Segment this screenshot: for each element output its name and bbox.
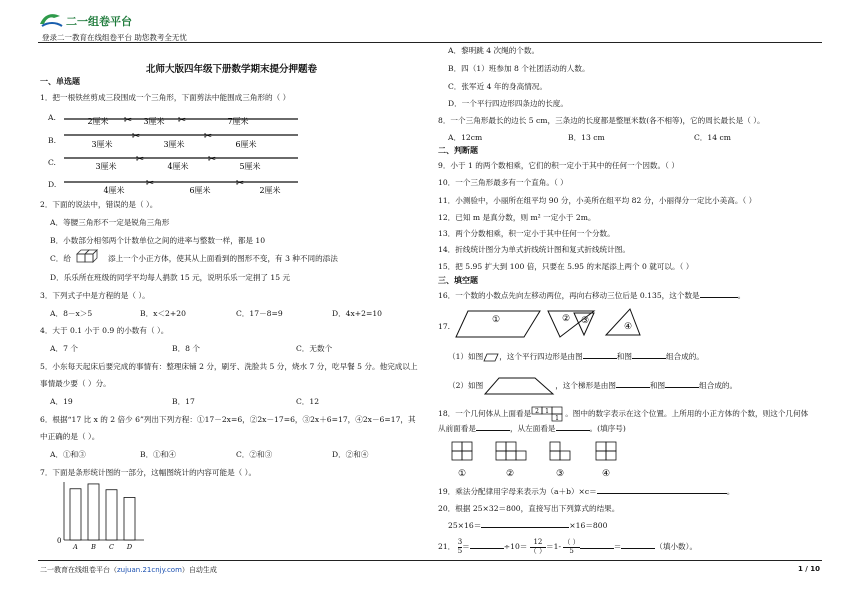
numerator: （ ） xyxy=(563,538,580,546)
answer-blank[interactable] xyxy=(597,493,727,494)
question-text-main: 16．一个数的小数点先向左移动两位，再向右移动三位后是 0.135，这个数是 xyxy=(438,291,700,300)
q18-text4: ，从左面看是 xyxy=(509,424,556,433)
shape-figures xyxy=(454,305,644,345)
grid-number: 1 xyxy=(545,408,550,415)
question-text xyxy=(438,406,808,422)
category-label: B xyxy=(91,543,96,551)
question-text: 7．下面是条形统计图的一部分，这幅图统计的内容可能是（ ）。 xyxy=(40,468,257,477)
chart-bar xyxy=(124,497,135,540)
q18-text3: 从前面看是 xyxy=(438,424,476,433)
view-option-2 xyxy=(496,442,526,479)
option-text: C．14 cm xyxy=(694,133,731,142)
page-number: 1 / 10 xyxy=(797,565,820,573)
rope-C xyxy=(64,154,298,171)
q21-eq2: ＝1- xyxy=(546,542,562,552)
scissors-icon: ✂ xyxy=(207,154,217,165)
option-text: C．给 xyxy=(50,254,71,263)
option-text: B．8 个 xyxy=(172,344,201,353)
question-text xyxy=(448,377,737,395)
grid-number: 1 xyxy=(555,415,560,422)
option-text: A．①和③ xyxy=(50,450,86,459)
fraction xyxy=(530,539,546,555)
question-text: 14．折线统计图分为单式折线统计图和复式折线统计图。 xyxy=(438,245,630,254)
option-text: D．②和④ xyxy=(332,450,369,459)
q21-eq3: ＝ xyxy=(613,542,622,552)
option-text: B．四（1）班参加 8 个社团活动的人数。 xyxy=(448,64,590,73)
q21-eq: ＝ xyxy=(462,542,470,552)
scissors-icon: ✂ xyxy=(123,115,133,126)
question-text xyxy=(438,424,626,433)
question-text: 8．一个三角形最长的边长 5 cm，三条边的长度都是整厘米数(各不相等)，它的周长最长是（ ）。 xyxy=(438,116,765,125)
q17-part2-text3: 和图 xyxy=(649,381,666,390)
answer-blank[interactable] xyxy=(621,548,655,549)
q21-tail: （填小数）。 xyxy=(655,542,698,552)
q21-div: ÷10＝ xyxy=(503,542,528,552)
category-label: A xyxy=(73,543,78,551)
view-label: ④ xyxy=(601,469,611,479)
fraction xyxy=(563,539,579,555)
trapezoid-icon xyxy=(483,377,555,395)
q21-text: 21． xyxy=(438,542,456,552)
option-text: D．4x+2=10 xyxy=(332,309,383,318)
option-text: B．x＜2+20 xyxy=(140,309,186,318)
parallelogram-icon xyxy=(483,353,499,362)
option-text: B．17 xyxy=(172,397,195,406)
view-option-4 xyxy=(596,442,616,479)
bar-chart xyxy=(50,478,160,552)
view-label: ② xyxy=(505,469,515,479)
question-text: 5．小东每天起床后要完成的事情有：整理床铺 2 分，刷牙、洗脸共 5 分，烧水 7 分，吃早餐 5 分。他完成以上 xyxy=(40,362,418,371)
section-heading: 一、单选题 xyxy=(40,77,80,86)
question-text: 6．根据“17 比 x 的 2 倍少 6”列出下列方程：①17－2x=6，②2x－17=6，③2x＋6=17，④2x－6=17，其 xyxy=(40,415,416,424)
question-text: 事情最少要（ ）分。 xyxy=(40,379,111,388)
rope-label: 5厘米 xyxy=(239,162,261,171)
q17-part1-text3: 和图 xyxy=(616,352,632,361)
option-text: B．小数部分相邻两个计数单位之间的进率与整数一样，都是 10 xyxy=(50,236,266,245)
shape-label: ④ xyxy=(623,322,633,332)
header-tagline: 登录二一教育在线组卷平台 助您教考全无忧 xyxy=(42,33,187,42)
question-text: 16．一个数的小数点先向左移动两位，再向右移动三位后是 0.135，这个数是 。 xyxy=(438,291,746,300)
option-label: D. xyxy=(48,180,57,189)
scissors-icon: ✂ xyxy=(203,131,213,142)
scissors-icon: ✂ xyxy=(135,154,145,165)
question-text: 10．一个三角形最多有一个直角。（ ） xyxy=(438,178,568,187)
rope-label: 4厘米 xyxy=(103,186,125,195)
footer-divider xyxy=(38,560,822,561)
q18-text5: 。(填序号) xyxy=(589,424,626,433)
q20-text: 25×16＝ xyxy=(448,521,482,530)
scissors-icon: ✂ xyxy=(145,178,155,189)
question-text: 20．根据 25×32＝800，直接写出下列算式的结果。 xyxy=(438,504,620,513)
question-text: 19．乘法分配律用字母来表示为（a＋b）×c＝ 。 xyxy=(438,487,735,496)
q20-text2: ×16＝800 xyxy=(569,521,608,530)
option-label: A. xyxy=(48,113,56,122)
footer-link[interactable]: zujuan.21cnjy.com xyxy=(117,566,182,574)
denominator: （ ） xyxy=(529,546,547,555)
rope-D xyxy=(64,178,298,195)
denominator: 5 xyxy=(569,546,574,555)
chart-bar xyxy=(88,484,99,540)
view-option-1 xyxy=(452,442,472,479)
rope-B xyxy=(64,131,298,149)
answer-blank[interactable] xyxy=(632,358,666,359)
scissors-icon: ✂ xyxy=(177,115,187,126)
section-heading: 三、填空题 xyxy=(438,276,478,285)
option-text: A．黎明跳 4 次绳的个数。 xyxy=(448,46,540,55)
rope-label: 4厘米 xyxy=(167,162,189,171)
answer-blank[interactable] xyxy=(481,527,569,528)
rope-label: 3厘米 xyxy=(163,140,185,149)
option-text: A．8－x＞5 xyxy=(50,309,93,318)
answer-blank[interactable] xyxy=(700,297,738,298)
question-text: 1．把一根铁丝剪成三段围成一个三角形，下面剪法中能围成三角形的（ ） xyxy=(40,93,291,102)
view-label: ① xyxy=(457,469,467,479)
option-label: C. xyxy=(48,158,56,167)
page-title: 北师大版四年级下册数学期末提分押题卷 xyxy=(146,64,318,75)
answer-blank[interactable] xyxy=(583,358,617,359)
cube-figure xyxy=(76,248,102,266)
footer-text xyxy=(40,565,217,575)
rope-label: 2厘米 xyxy=(87,117,109,126)
q17-part1-text2: ，这个平行四边形是由图 xyxy=(499,352,583,361)
option-text: C．无数个 xyxy=(296,344,333,353)
question-text xyxy=(448,352,704,362)
option-text: C．②和③ xyxy=(236,450,273,459)
question-text: 9．小于 1 的两个数相乘，它们的积一定小于其中的任何一个因数。（ ） xyxy=(438,161,679,170)
rope-figures xyxy=(62,108,302,198)
q18-text2: 。图中的数字表示在这个位置。上所用的小正方体的个数，则这个几何体 xyxy=(565,409,809,418)
option-text: D．一个平行四边形四条边的长度。 xyxy=(448,99,568,108)
question-number: 17. xyxy=(438,322,451,331)
q17-part2-text4: 组合成的。 xyxy=(699,381,738,390)
section-heading: 二、判断题 xyxy=(438,146,478,155)
q17-part2-text: （2）如图 xyxy=(448,381,484,390)
origin-label: 0 xyxy=(57,537,62,545)
view-label: ③ xyxy=(555,469,565,479)
answer-blank[interactable] xyxy=(470,548,504,549)
top-view-grid xyxy=(531,406,565,422)
category-label: C xyxy=(109,543,114,551)
q19-text: 19．乘法分配律用字母来表示为（a＋b）×c＝ xyxy=(438,487,597,496)
option-text: B．13 cm xyxy=(568,133,605,142)
option-label: B. xyxy=(48,136,56,145)
question-text: 12．已知 m 是真分数，则 m² 一定小于 2m。 xyxy=(438,213,596,222)
grid-number: 2 xyxy=(535,408,540,415)
denominator: 5 xyxy=(457,546,463,555)
rope-label: 7厘米 xyxy=(227,117,249,126)
shape-label: ③ xyxy=(580,316,590,326)
scissors-icon: ✂ xyxy=(235,178,245,189)
q17-part2-text2: ，这个梯形是由图 xyxy=(555,381,616,390)
option-text: C．12 xyxy=(296,397,320,406)
rope-label: 6厘米 xyxy=(235,140,257,149)
q17-part1-text: （1）如图 xyxy=(448,352,484,361)
rope-label: 3厘米 xyxy=(143,117,165,126)
question-text: 11．小测验中，小丽所在组平均 90 分，小美所在组平均 82 分，小丽得分一定比小美高。（ ） xyxy=(438,196,757,205)
chart-bar xyxy=(70,489,81,540)
q17-part1-text4: 组合成的。 xyxy=(665,352,704,361)
answer-blank[interactable] xyxy=(580,548,614,549)
logo-text: 二一组卷平台 xyxy=(66,15,132,28)
footer-post: ）自动生成 xyxy=(181,566,217,574)
shape-label: ① xyxy=(491,315,501,325)
q18-text: 18．一个几何体从上面看是 xyxy=(438,409,532,418)
question-text: 13．两个分数相乘，积一定小于其中任何一个分数。 xyxy=(438,229,615,238)
footer-pre: 二一教育在线组卷平台（ xyxy=(40,566,117,574)
answer-blank[interactable] xyxy=(616,387,650,388)
numerator: 12 xyxy=(530,539,546,548)
question-text: 4．大于 0.1 小于 0.9 的小数有（ ）。 xyxy=(40,326,169,335)
rope-A xyxy=(64,115,298,126)
rope-label: 2厘米 xyxy=(259,186,281,195)
scissors-icon: ✂ xyxy=(131,131,141,142)
option-text: B．①和④ xyxy=(140,450,176,459)
numerator: 3 xyxy=(457,538,463,546)
option-text: A．7 个 xyxy=(50,344,78,353)
view-options xyxy=(450,440,620,482)
option-text: C．17－8=9 xyxy=(236,309,283,318)
option-text: A．等腰三角形不一定是锐角三角形 xyxy=(50,218,170,227)
answer-blank[interactable] xyxy=(556,430,590,431)
question-text: 中正确的是（ ）。 xyxy=(40,432,100,441)
header-divider xyxy=(38,42,822,43)
answer-blank[interactable] xyxy=(476,430,510,431)
rope-label: 3厘米 xyxy=(95,162,117,171)
option-text: 添上一个小正方体，使其从上面看到的图形不变，有 3 种不同的添法 xyxy=(108,254,338,263)
question-text: 3．下列式子中是方程的是（ ）。 xyxy=(40,291,150,300)
question-text: 15．把 5.95 扩大到 100 倍，只要在 5.95 的末尾添上两个 0 就可以。（ ） xyxy=(438,262,694,271)
option-text: C．张军近 4 年的身高情况。 xyxy=(448,82,547,91)
rope-label: 6厘米 xyxy=(189,186,211,195)
shape-label: ② xyxy=(561,314,571,324)
option-text: D．乐乐所在班级的同学平均每人捐款 15 元，说明乐乐一定捐了 15 元 xyxy=(50,273,291,282)
answer-blank[interactable] xyxy=(665,387,699,388)
category-label: D xyxy=(126,543,133,551)
chart-bar xyxy=(106,490,117,540)
question-text: 2．下面的说法中，错误的是（ ）。 xyxy=(40,200,158,209)
option-text: A．12cm xyxy=(448,133,483,142)
question-text xyxy=(438,539,697,555)
option-text: A．19 xyxy=(50,397,73,406)
question-text xyxy=(448,521,607,530)
rope-label: 3厘米 xyxy=(91,140,113,149)
view-option-3 xyxy=(550,442,570,479)
